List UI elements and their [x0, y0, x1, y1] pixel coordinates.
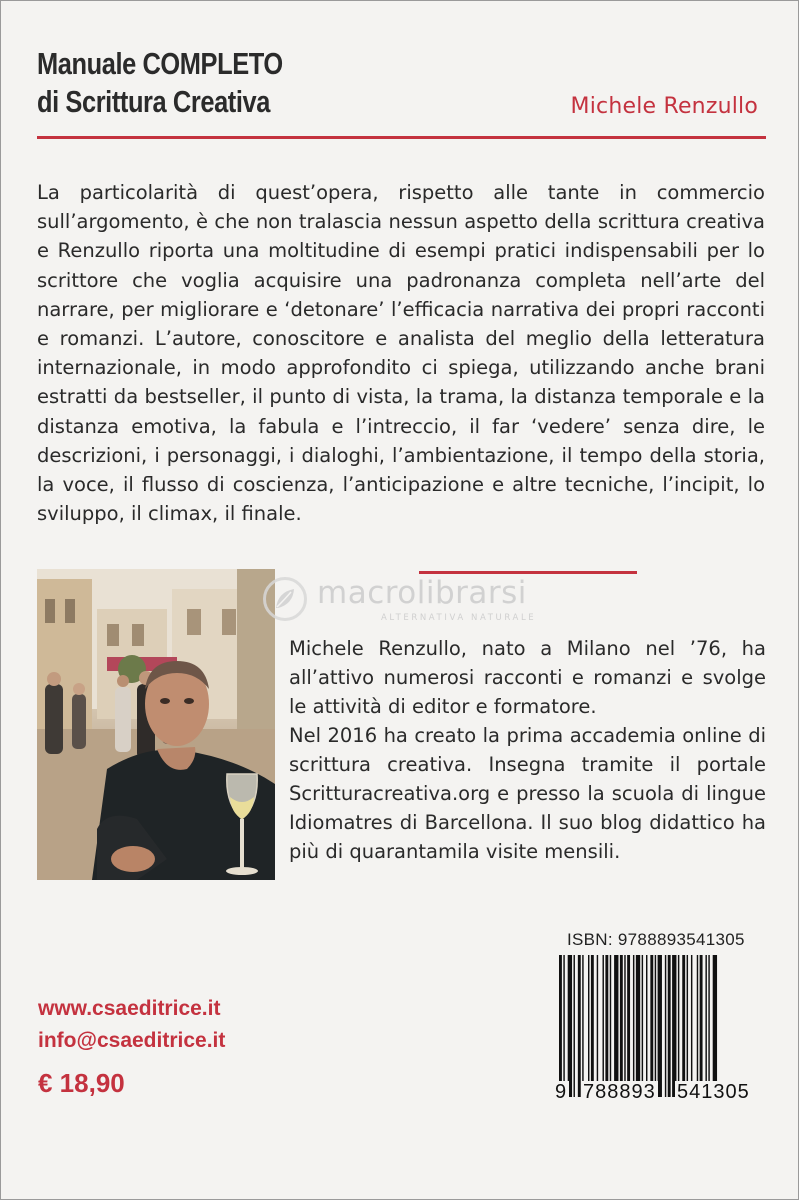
barcode-bar — [705, 955, 706, 1097]
book-title — [37, 45, 283, 121]
author-photo — [37, 569, 275, 880]
title-line-1: Manuale COMPLETO — [37, 46, 283, 81]
watermark-brand: macrolibrarsi — [317, 575, 527, 611]
barcode-bar — [563, 955, 564, 1097]
barcode-bar — [588, 955, 589, 1097]
barcode-bar — [610, 955, 611, 1097]
barcode-bar — [568, 955, 572, 1097]
barcode-bar — [578, 955, 581, 1097]
author-name: Michele Renzullo — [570, 94, 758, 119]
publisher-email: info@csaeditrice.it — [38, 1029, 226, 1052]
barcode-bar — [668, 955, 671, 1097]
barcode-bar — [678, 955, 679, 1097]
barcode-bar — [672, 955, 676, 1097]
barcode-bar — [605, 955, 608, 1097]
publisher-website: www.csaeditrice.it — [38, 997, 221, 1020]
barcode-bar — [614, 955, 618, 1097]
barcode-bar — [646, 955, 647, 1097]
barcode-bar — [687, 955, 688, 1097]
barcode-bar — [691, 955, 692, 1097]
barcode-digit-first: 9 — [555, 1081, 568, 1103]
bio-paragraph: Nel 2016 ha creato la prima accademia online di scrittura creativa. Insegna tramite il portale Scritturacreativa.org e presso la scuola di lingue Idiomatres di Barcellona. Il suo blog didattico ha più di quarantamila visite mensili. — [289, 724, 766, 863]
title-line-2: di Scrittura Creativa — [37, 84, 270, 119]
barcode-bar — [603, 955, 604, 1097]
barcode-bar — [700, 955, 703, 1097]
barcode-bar — [650, 955, 653, 1097]
isbn-label: ISBN: 9788893541305 — [567, 930, 745, 949]
section-divider — [419, 571, 637, 574]
barcode — [557, 955, 767, 1100]
barcode-digits-right: 541305 — [677, 1081, 750, 1103]
barcode-bar — [574, 955, 575, 1097]
barcode-bar — [658, 955, 662, 1097]
barcode-bar — [713, 955, 717, 1097]
barcode-bar — [624, 955, 625, 1097]
barcode-bar — [636, 955, 640, 1097]
header-divider — [37, 136, 766, 139]
barcode-bar — [708, 955, 709, 1097]
price: € 18,90 — [38, 1068, 125, 1098]
barcode-bar — [627, 955, 630, 1097]
watermark-tagline: ALTERNATIVA NATURALE — [381, 613, 537, 623]
barcode-bar — [642, 955, 643, 1097]
barcode-bar — [633, 955, 634, 1097]
barcode-bar — [559, 955, 562, 1097]
barcode-bar — [597, 955, 598, 1097]
barcode-bar — [665, 955, 666, 1097]
barcode-bar — [591, 955, 594, 1097]
barcode-bar — [682, 955, 685, 1097]
book-synopsis: La particolarità di quest’opera, rispetto alle tante in commercio sull’argomento, è che non tralascia nessun aspetto della scrittura creativa e Renzullo riporta una moltitudine di esempi pratici indispensabili per lo scrittore che voglia acquisire una padronanza completa nell’arte del narrare, per migliorare e ‘detonare’ l’efficacia narrativa dei propri racconti e romanzi. L’autore, conoscitore e analista del meglio della letteratura internazionale, in modo approfondito ci spiega, utilizzando anche brani estratti da bestseller, il punto di vista, la trama, la distanza temporale e la distanza emotiva, la fabula e l’intreccio, il far ‘vedere’ senza dire, le descrizioni, i personaggi, i dialoghi, l’ambientazione, il tempo della storia, la voce, il flusso di coscienza, l’anticipazione e altre tecniche, l’incipit, lo sviluppo, il climax, il finale. — [37, 181, 765, 526]
barcode-bar — [697, 955, 698, 1097]
author-bio — [289, 634, 766, 866]
barcode-bar — [655, 955, 656, 1097]
barcode-digits-left: 788893 — [583, 1081, 656, 1103]
bio-paragraph: Michele Renzullo, nato a Milano nel ’76, ha all’attivo numerosi racconti e romanzi e svolge le attività di editor e formatore. — [289, 637, 766, 718]
publisher-contacts — [38, 993, 225, 1057]
barcode-bar — [582, 955, 583, 1097]
barcode-bar — [620, 955, 623, 1097]
